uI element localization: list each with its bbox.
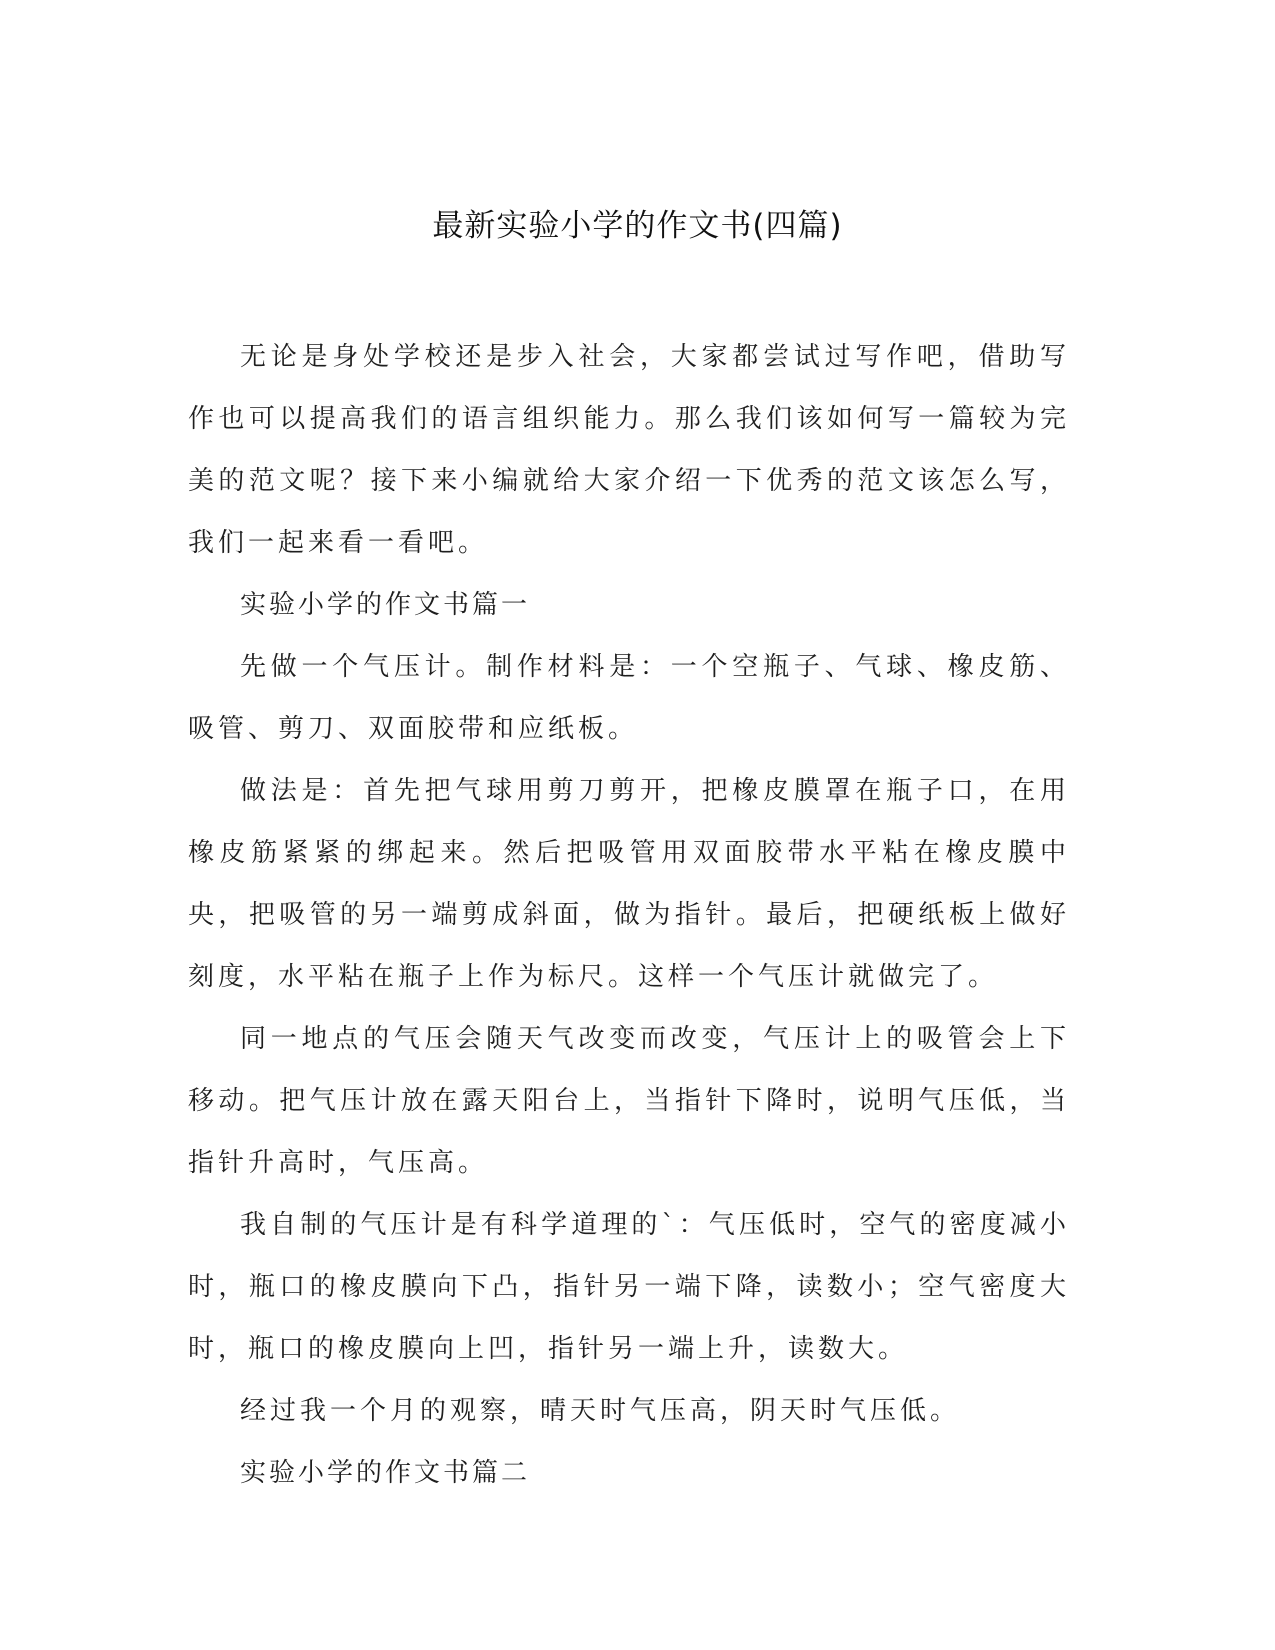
document-body xyxy=(188,326,1070,1504)
observation-paragraph: 同一地点的气压会随天气改变而改变，气压计上的吸管会上下移动。把气压计放在露天阳台上，当指针下降时，说明气压低，当指针升高时，气压高。 xyxy=(188,1024,1070,1178)
section-heading-1: 实验小学的作文书篇一 xyxy=(240,590,531,620)
conclusion-paragraph: 经过我一个月的观察，晴天时气压高，阴天时气压低。 xyxy=(240,1396,961,1426)
section-heading-2: 实验小学的作文书篇二 xyxy=(240,1458,531,1488)
materials-paragraph: 先做一个气压计。制作材料是：一个空瓶子、气球、橡皮筋、吸管、剪刀、双面胶带和应纸板。 xyxy=(188,652,1070,744)
method-paragraph: 做法是：首先把气球用剪刀剪开，把橡皮膜罩在瓶子口，在用橡皮筋紧紧的绑起来。然后把吸管用双面胶带水平粘在橡皮膜中央，把吸管的另一端剪成斜面，做为指针。最后，把硬纸板上做好刻度，水平粘在瓶子上作为标尺。这样一个气压计就做完了。 xyxy=(188,776,1070,992)
principle-paragraph: 我自制的气压计是有科学道理的`：气压低时，空气的密度减小时，瓶口的橡皮膜向下凸，指针另一端下降，读数小；空气密度大时，瓶口的橡皮膜向上凹，指针另一端上升，读数大。 xyxy=(188,1210,1070,1364)
document-title: 最新实验小学的作文书(四篇) xyxy=(432,208,843,244)
intro-paragraph: 无论是身处学校还是步入社会，大家都尝试过写作吧，借助写作也可以提高我们的语言组织能力。那么我们该如何写一篇较为完美的范文呢？接下来小编就给大家介绍一下优秀的范文该怎么写，我们一起来看一看吧。 xyxy=(188,342,1070,558)
